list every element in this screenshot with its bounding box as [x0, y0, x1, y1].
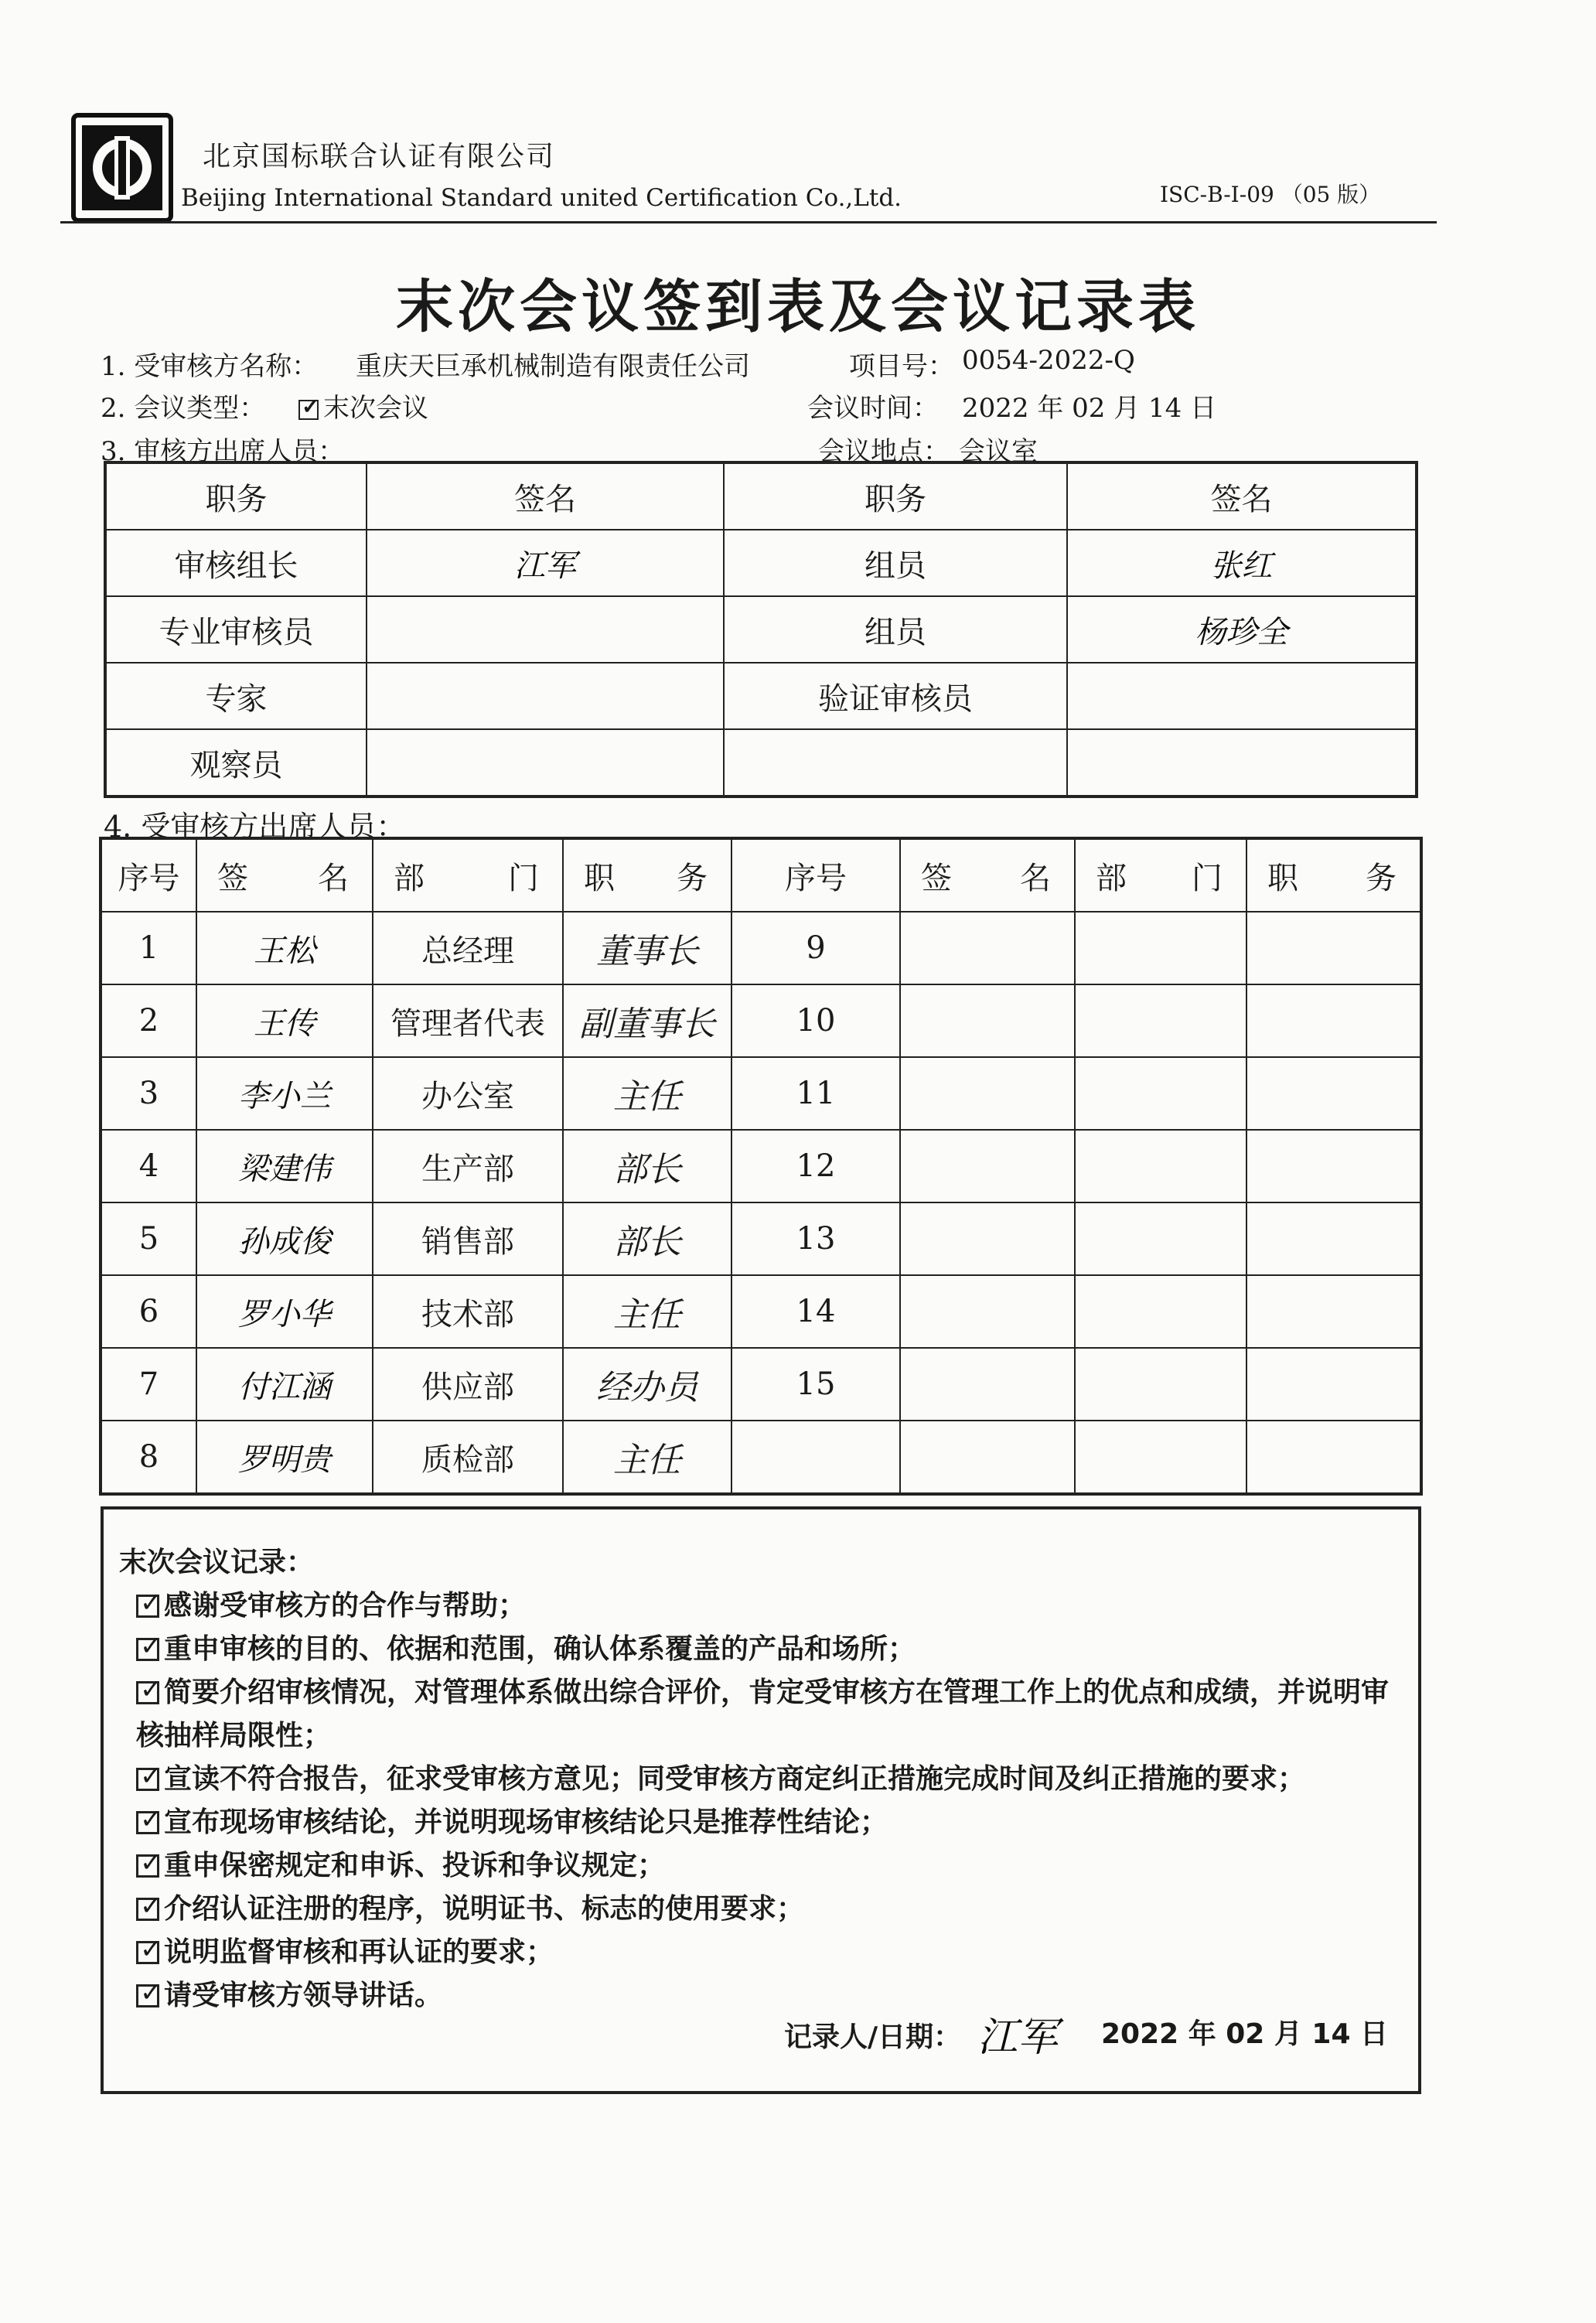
empty-cell — [1075, 1130, 1246, 1202]
signature-cell — [1067, 663, 1417, 729]
signature-cell: 王传 — [196, 984, 373, 1057]
table-row — [101, 1202, 1421, 1275]
department-cell: 办公室 — [373, 1057, 563, 1130]
auditee-attendee-table — [99, 837, 1423, 1496]
recorder-date: 2022 年 02 月 14 日 — [1101, 2018, 1389, 2050]
number-cell: 5 — [101, 1202, 196, 1275]
empty-cell — [1246, 1202, 1421, 1275]
number-cell — [732, 1421, 900, 1494]
record-item: ✓宣布现场审核结论，并说明现场审核结论只是推荐性结论； — [136, 1800, 888, 1840]
empty-cell — [1246, 1130, 1421, 1202]
role-cell: 审核组长 — [105, 530, 367, 596]
recorder-signature: 江军 — [977, 2014, 1059, 2061]
number-cell: 12 — [732, 1130, 900, 1202]
company-name-en: Beijing International Standard united Certification Co.,Ltd. — [181, 184, 902, 212]
record-item: ✓介绍认证注册的程序，说明证书、标志的使用要求； — [136, 1887, 804, 1926]
header-char: 门 — [508, 860, 539, 896]
empty-cell — [1246, 1275, 1421, 1348]
empty-cell — [1246, 912, 1421, 984]
header-divider — [60, 221, 1437, 223]
role-cell: 组员 — [724, 530, 1067, 596]
department-cell: 供应部 — [373, 1348, 563, 1421]
empty-cell — [900, 984, 1075, 1057]
col-header-number: 序号 — [732, 838, 900, 912]
table-row — [101, 1275, 1421, 1348]
signature-cell: 王松 — [196, 912, 373, 984]
col-header-signature: 签名 — [367, 462, 724, 530]
recorder-label: 记录人/日期： — [784, 2021, 962, 2053]
signature-cell: 江军 — [367, 530, 724, 596]
header-char: 名 — [1020, 860, 1051, 896]
col-header-role: 职务 — [105, 462, 367, 530]
number-cell: 8 — [101, 1421, 196, 1494]
signature-cell: 李小兰 — [196, 1057, 373, 1130]
empty-cell — [900, 912, 1075, 984]
signature-cell: 罗小华 — [196, 1275, 373, 1348]
role-cell: 专业审核员 — [105, 596, 367, 663]
table-row — [101, 1421, 1421, 1494]
header-char: 务 — [677, 860, 708, 896]
empty-cell — [900, 1275, 1075, 1348]
isc-logo-icon — [71, 113, 173, 223]
meeting-time-value: 2022 年 02 月 14 日 — [962, 393, 1217, 424]
meeting-type — [298, 387, 428, 425]
header-char: 门 — [1192, 860, 1223, 896]
role-cell: 观察员 — [105, 729, 367, 797]
col-header-role: 职务 — [724, 462, 1067, 530]
meeting-place-value: 会议室 — [959, 436, 1038, 467]
role-cell: 主任 — [563, 1421, 732, 1494]
number-cell: 15 — [732, 1348, 900, 1421]
number-cell: 3 — [101, 1057, 196, 1130]
role-cell: 组员 — [724, 596, 1067, 663]
checkbox-checked-icon — [136, 1681, 159, 1704]
table-row — [101, 912, 1421, 984]
col-header-signature: 签名 — [1067, 462, 1417, 530]
number-cell: 13 — [732, 1202, 900, 1275]
checkbox-checked-icon — [136, 1898, 159, 1921]
checkbox-checked-icon — [136, 1941, 159, 1964]
signature-cell: 杨珍全 — [1067, 596, 1417, 663]
signature-cell — [1067, 729, 1417, 797]
signature-cell — [367, 663, 724, 729]
table-row — [101, 984, 1421, 1057]
number-cell: 10 — [732, 984, 900, 1057]
company-name-cn: 北京国标联合认证有限公司 — [203, 141, 556, 172]
role-cell: 主任 — [563, 1057, 732, 1130]
role-cell: 副董事长 — [563, 984, 732, 1057]
empty-cell — [900, 1348, 1075, 1421]
department-cell: 总经理 — [373, 912, 563, 984]
department-cell: 质检部 — [373, 1421, 563, 1494]
number-cell: 1 — [101, 912, 196, 984]
record-item: ✓重申审核的目的、依据和范围，确认体系覆盖的产品和场所； — [136, 1627, 916, 1666]
record-item: ✓感谢受审核方的合作与帮助； — [136, 1584, 526, 1623]
meeting-type-value: 末次会议 — [323, 393, 428, 424]
checkbox-checked-icon — [136, 1595, 159, 1618]
signature-cell — [367, 729, 724, 797]
record-item: ✓重申保密规定和申诉、投诉和争议规定； — [136, 1844, 665, 1883]
col-header-signature — [196, 838, 373, 912]
meeting-place-label: 会议地点： — [818, 436, 950, 467]
signature-cell: 罗明贵 — [196, 1421, 373, 1494]
signature-cell: 梁建伟 — [196, 1130, 373, 1202]
number-cell: 11 — [732, 1057, 900, 1130]
record-item: ✓简要介绍审核情况，对管理体系做出综合评价，肯定受审核方在管理工作上的优点和成绩，并说明审 — [136, 1670, 1389, 1710]
record-item-continuation: 核抽样局限性； — [136, 1720, 332, 1752]
page-title: 末次会议签到表及会议记录表 — [396, 274, 1200, 340]
number-cell: 4 — [101, 1130, 196, 1202]
auditee-attendees-label: 4. 受审核方出席人员： — [104, 810, 406, 844]
header-char: 签 — [921, 860, 952, 896]
table-row — [101, 1057, 1421, 1130]
role-cell: 专家 — [105, 663, 367, 729]
empty-cell — [1075, 1348, 1246, 1421]
signature-cell: 付江涵 — [196, 1348, 373, 1421]
checkbox-checked-icon — [136, 1854, 159, 1878]
col-header-number: 序号 — [101, 838, 196, 912]
number-cell: 6 — [101, 1275, 196, 1348]
checkbox-checked-icon — [136, 1638, 159, 1661]
col-header-signature — [900, 838, 1075, 912]
record-item: ✓宣读不符合报告，征求受审核方意见；同受审核方商定纠正措施完成时间及纠正措施的要求； — [136, 1757, 1305, 1796]
empty-cell — [1246, 984, 1421, 1057]
signature-cell: 孙成俊 — [196, 1202, 373, 1275]
signature-cell — [367, 596, 724, 663]
table-row — [101, 1130, 1421, 1202]
header-char: 部 — [1096, 860, 1127, 896]
table-header-row — [105, 462, 1417, 530]
empty-cell — [1075, 912, 1246, 984]
header-char: 职 — [1267, 860, 1298, 896]
empty-cell — [1075, 1421, 1246, 1494]
number-cell: 14 — [732, 1275, 900, 1348]
empty-cell — [900, 1202, 1075, 1275]
table-row — [105, 663, 1417, 729]
empty-cell — [1075, 1275, 1246, 1348]
number-cell: 2 — [101, 984, 196, 1057]
empty-cell — [1246, 1348, 1421, 1421]
col-header-department — [1075, 838, 1246, 912]
col-header-role — [563, 838, 732, 912]
record-item: ✓请受审核方领导讲话。 — [136, 1973, 442, 2013]
department-cell: 销售部 — [373, 1202, 563, 1275]
table-row — [105, 530, 1417, 596]
checkbox-checked-icon — [136, 1768, 159, 1791]
header-char: 签 — [217, 860, 248, 896]
department-cell: 生产部 — [373, 1130, 563, 1202]
empty-cell — [1075, 1202, 1246, 1275]
role-cell: 验证审核员 — [724, 663, 1067, 729]
record-heading: 末次会议记录： — [119, 1547, 315, 1578]
auditee-name-value: 重庆天巨承机械制造有限责任公司 — [356, 351, 750, 382]
empty-cell — [1075, 984, 1246, 1057]
header-char: 职 — [584, 860, 615, 896]
role-cell: 董事长 — [563, 912, 732, 984]
project-number-value: 0054-2022-Q — [962, 345, 1135, 376]
table-row — [101, 1348, 1421, 1421]
auditor-attendee-table — [104, 461, 1418, 798]
header-char: 名 — [318, 860, 349, 896]
role-cell: 部长 — [563, 1130, 732, 1202]
col-header-department — [373, 838, 563, 912]
empty-cell — [1246, 1057, 1421, 1130]
role-cell — [724, 729, 1067, 797]
checkbox-checked-icon — [136, 1811, 159, 1834]
table-row — [105, 729, 1417, 797]
form-code: ISC-B-I-09 （05 版） — [1160, 182, 1381, 207]
meeting-type-label: 2. 会议类型： — [101, 393, 266, 424]
department-cell: 技术部 — [373, 1275, 563, 1348]
header-char: 务 — [1366, 860, 1396, 896]
auditee-name-label: 1. 受审核方名称： — [101, 351, 319, 382]
auditor-attendees-label: 3. 审核方出席人员： — [101, 436, 345, 467]
role-cell: 经办员 — [563, 1348, 732, 1421]
empty-cell — [1246, 1421, 1421, 1494]
record-item: ✓说明监督审核和再认证的要求； — [136, 1930, 554, 1970]
empty-cell — [900, 1421, 1075, 1494]
role-cell: 主任 — [563, 1275, 732, 1348]
signature-cell: 张红 — [1067, 530, 1417, 596]
empty-cell — [900, 1130, 1075, 1202]
col-header-role — [1246, 838, 1421, 912]
table-row — [105, 596, 1417, 663]
table-header-row — [101, 838, 1421, 912]
empty-cell — [900, 1057, 1075, 1130]
meeting-time-label: 会议时间： — [807, 393, 939, 424]
project-number-label: 项目号： — [849, 351, 954, 382]
empty-cell — [1075, 1057, 1246, 1130]
checkbox-checked-icon — [298, 400, 319, 420]
role-cell: 部长 — [563, 1202, 732, 1275]
meeting-record-box — [101, 1506, 1421, 2094]
header-char: 部 — [394, 860, 425, 896]
department-cell: 管理者代表 — [373, 984, 563, 1057]
number-cell: 9 — [732, 912, 900, 984]
number-cell: 7 — [101, 1348, 196, 1421]
checkbox-checked-icon — [136, 1984, 159, 2007]
